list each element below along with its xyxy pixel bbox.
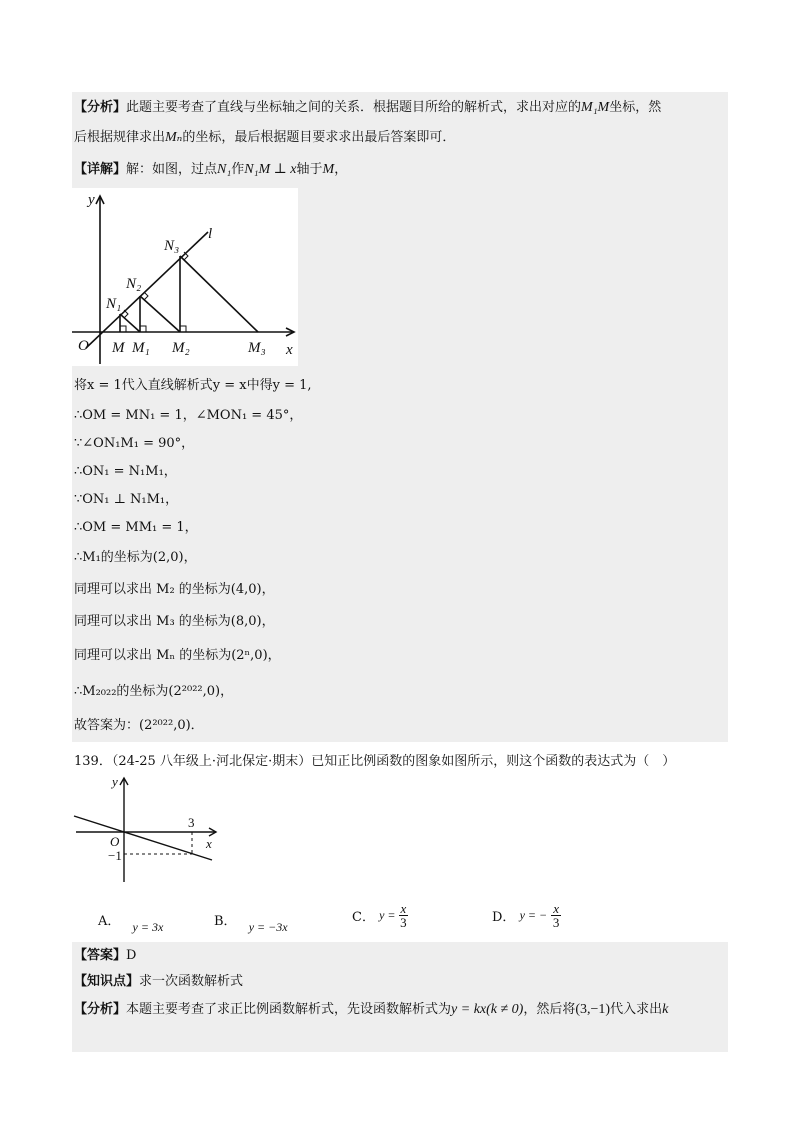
choice-d-den: 3 [552,915,560,930]
step-line-3: ∵∠ON₁M₁ = 90°， [74,436,195,451]
analysis-math-m1m: M₁M [581,100,610,115]
analysis2-text-b: ，然后将 [523,1002,576,1017]
step-line-2: ∴OM = MN₁ = 1，∠MON₁ = 45°， [74,408,303,423]
knowledge-line [74,972,243,992]
fig2-label-neg1: −1 [108,848,122,863]
step-line-8: 同理可以求出 M₂ 的坐标为(4,0)， [74,582,275,597]
fig1-label-l: l [208,226,213,242]
answer-shade-block [72,942,728,1052]
detail-m: M [322,162,335,177]
fig1-label-m1: M₁ [132,340,150,356]
fig1-label-y: y [88,192,95,208]
detail-n1: N₁ [217,162,232,177]
fig2-label-y: y [112,774,118,789]
analysis-line-1 [74,98,661,118]
step-line-1: 将x = 1代入直线解析式y = x中得y = 1, [74,378,312,393]
analysis2-math-a: y = kx(k ≠ 0) [451,1002,524,1017]
question-number: 139． [74,754,112,769]
choice-a[interactable] [98,910,164,934]
analysis-text-d: 的坐标，最后根据题目要求求出最后答案即可． [182,130,456,145]
step-line-12: 故答案为：(2²⁰²²,0)． [74,718,204,733]
fig2-label-o: O [110,834,120,849]
step-line-11: ∴M₂₀₂₂的坐标为(2²⁰²²,0)， [74,684,234,699]
analysis-tag: 【分析】 [74,100,127,115]
choice-d-num: x [553,901,560,916]
choice-b-expr: y = −3x [248,920,288,934]
knowledge-tag: 【知识点】 [74,974,140,989]
step-line-7: ∴M₁的坐标为(2,0)， [74,550,197,565]
question-source: （24-25 八年级上·河北保定·期末） [111,754,312,769]
figure-line-diagram [72,188,298,366]
fig2-label-x: x [206,836,212,851]
answer-tag: 【答案】 [74,948,127,963]
answer-line [74,946,136,966]
choice-d-letter: D． [492,910,516,925]
fig1-label-m: M [112,340,125,356]
detail-zuo: 作 [231,162,245,177]
fig2-label-3: 3 [188,815,195,830]
choice-a-letter: A． [98,914,121,929]
choice-b-letter: B． [214,914,237,929]
analysis-text-c: 后根据规律求出 [74,130,166,145]
step-line-6: ∴OM = MM₁ = 1， [74,520,198,535]
step-line-4: ∴ON₁ = N₁M₁， [74,464,177,479]
choice-c-den: 3 [400,915,407,930]
analysis-text-a: 此题主要考查了直线与坐标轴之间的关系．根据题目所给的解析式，求出对应的 [126,100,582,115]
analysis2-line [74,1000,668,1020]
fig1-label-m3: M₃ [248,340,266,356]
fig1-label-x: x [286,342,293,358]
detail-end: ， [334,162,348,177]
detail-tag: 【详解】 [74,162,127,177]
step-line-5: ∵ON₁ ⊥ N₁M₁， [74,492,179,507]
detail-text: 解：如图，过点 [126,162,218,177]
analysis-math-mn: Mₙ [165,130,183,145]
choice-c-fraction [399,902,409,929]
choice-c-num: x [400,901,407,916]
question-139 [74,752,675,772]
detail-line [74,160,347,180]
fig1-label-o: O [78,338,89,354]
analysis-text-b: 坐标，然 [609,100,662,115]
choice-d[interactable] [492,902,561,929]
detail-perp: N₁M ⊥ x [244,162,297,177]
step-line-9: 同理可以求出 M₃ 的坐标为(8,0)， [74,614,275,629]
analysis-line-2 [74,128,455,148]
analysis2-math-c: k [662,1002,669,1017]
choice-c-letter: C． [352,910,375,925]
analysis2-tag: 【分析】 [74,1002,127,1017]
fig1-label-n3: N₃ [164,238,180,254]
knowledge-value: 求一次函数解析式 [139,974,244,989]
question-stem: 已知正比例函数的图象如图所示，则这个函数的表达式为（ ） [311,754,676,769]
analysis2-math-b: (3,−1) [575,1002,611,1017]
figure-proportional-function [72,772,220,886]
analysis2-text-a: 本题主要考查了求正比例函数解析式，先设函数解析式为 [126,1002,452,1017]
choice-d-fraction [551,902,561,929]
fig1-label-m2: M₂ [172,340,190,356]
choice-c-prefix: y = [379,908,399,922]
fig1-label-n2: N₂ [126,276,142,292]
answer-value: D [126,948,137,963]
choice-d-prefix: y = − [519,908,548,922]
step-line-10: 同理可以求出 Mₙ 的坐标为(2ⁿ,0)， [74,648,281,663]
choice-c[interactable] [352,902,408,929]
fig1-label-n1: N₁ [106,296,122,312]
choice-b[interactable] [214,910,288,934]
choice-a-expr: y = 3x [132,920,164,934]
analysis2-text-c: 代入求出 [610,1002,663,1017]
detail-axis: 轴于 [296,162,323,177]
